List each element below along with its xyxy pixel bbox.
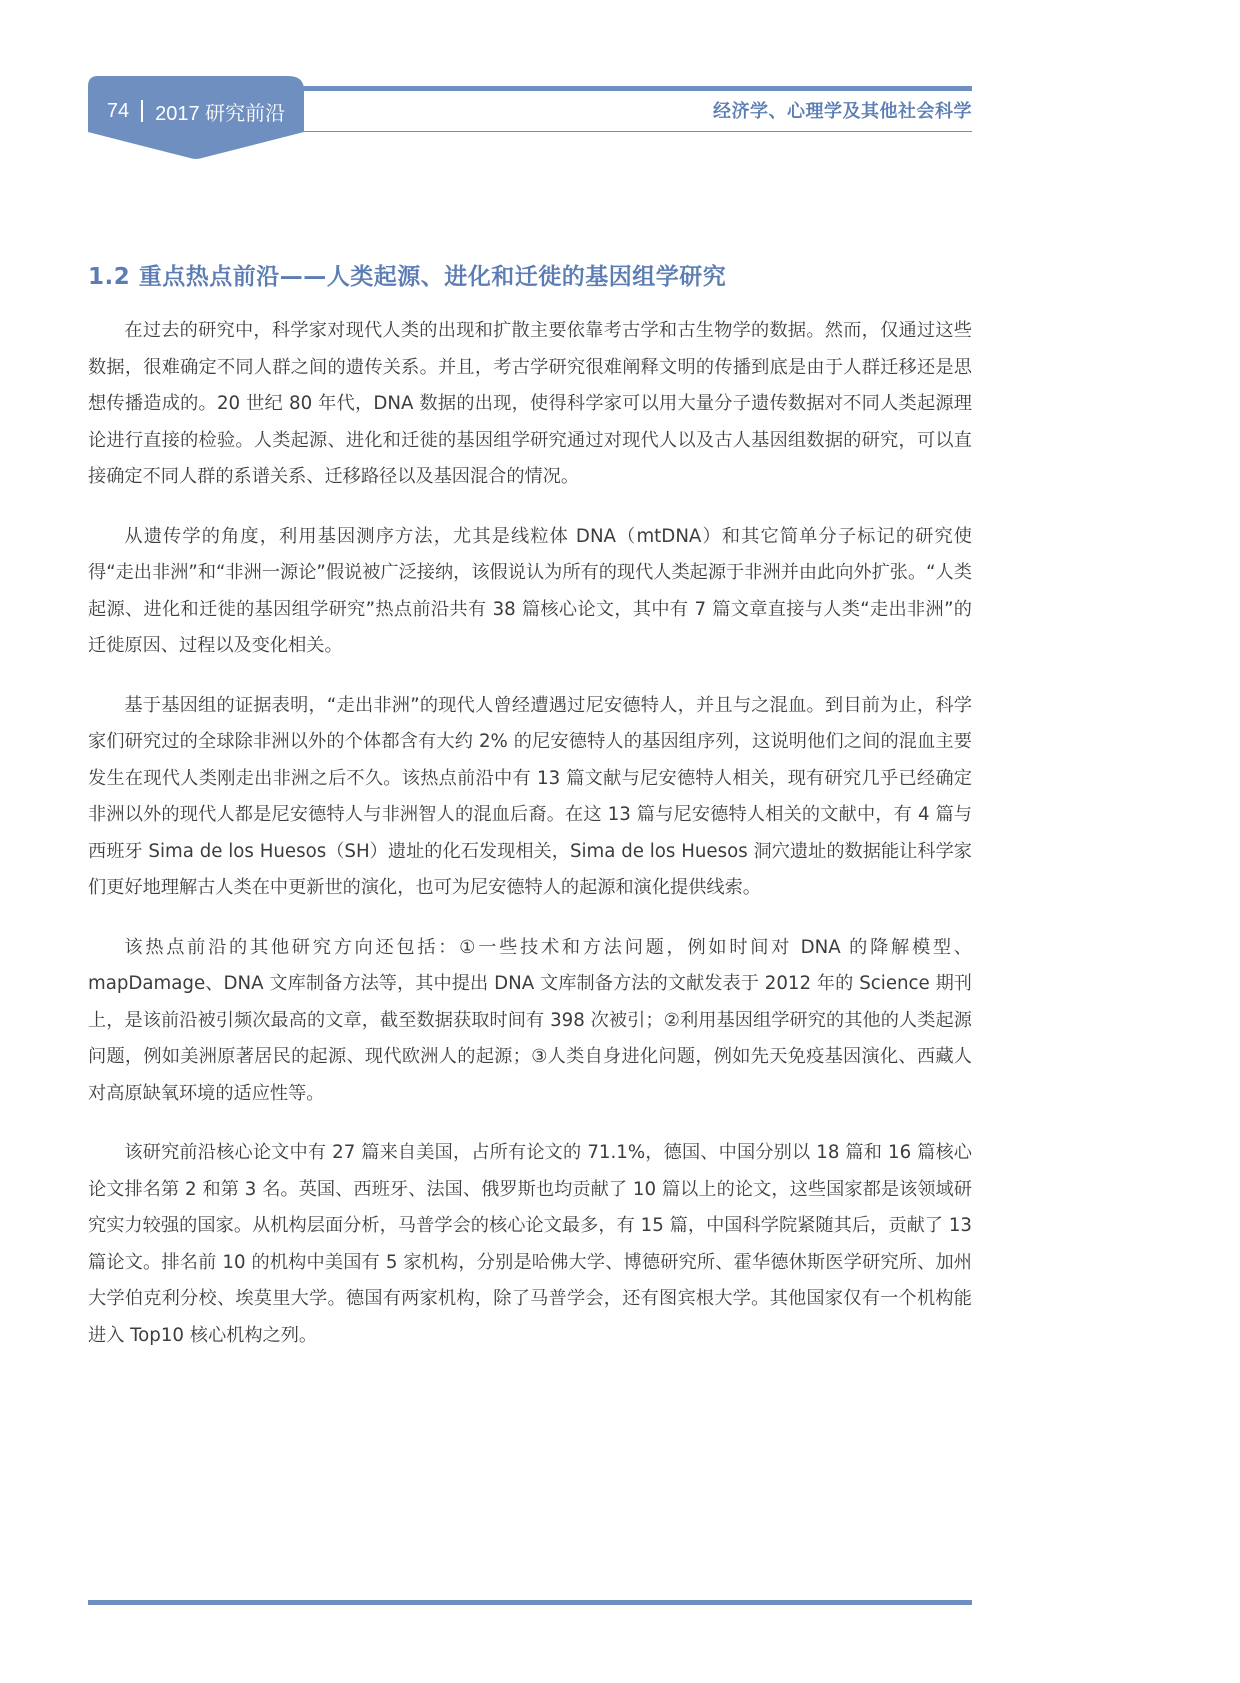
header-under-rule: [300, 131, 972, 132]
paragraph: 该研究前沿核心论文中有 27 篇来自美国，占所有论文的 71.1%，德国、中国分别以 18 篇和 16 篇核心论文排名第 2 和第 3 名。英国、西班牙、法国、俄罗斯也均贡献了 10 篇以上的论文，这些国家都是该领域研究实力较强的国家。从机构层面分析，马普学会的核心论文最多，有 15 篇，中国科学院紧随其后，贡献了 13 篇论文。排名前 10 的机构中美国有 5 家机构，分别是哈佛大学、博德研究所、霍华德休斯医学研究所、加州大学伯克利分校、埃莫里大学。德国有两家机构，除了马普学会，还有图宾根大学。其他国家仅有一个机构能进入 Top10 核心机构之列。: [88, 1142, 972, 1346]
header-separator: [141, 100, 143, 122]
paragraph: 从遗传学的角度，利用基因测序方法，尤其是线粒体 DNA（mtDNA）和其它简单分子标记的研究使得“走出非洲”和“非洲一源论”假说被广泛接纳，该假说认为所有的现代人类起源于非洲并由此向外扩张。“人类起源、进化和迁徙的基因组学研究”热点前沿共有 38 篇核心论文，其中有 7 篇文章直接与人类“走出非洲”的迁徙原因、过程以及变化相关。: [88, 525, 972, 656]
section-name: 经济学、心理学及其他社会科学: [713, 101, 972, 122]
footer-rule: [88, 1600, 972, 1605]
header-top-rule: [300, 86, 972, 91]
report-title: 2017 研究前沿: [155, 102, 286, 125]
article-body: [88, 258, 972, 1377]
paragraph: 该热点前沿的其他研究方向还包括：①一些技术和方法问题，例如时间对 DNA 的降解模型、mapDamage、DNA 文库制备方法等，其中提出 DNA 文库制备方法的文献发表于 2012 年的 Science 期刊上，是该前沿被引频次最高的文章，截至数据获取时间有 398 次被引；②利用基因组学研究的其他的人类起源问题，例如美洲原著居民的起源、现代欧洲人的起源；③人类自身进化问题，例如先天免疫基因演化、西藏人对高原缺氧环境的适应性等。: [88, 936, 972, 1104]
section-heading: 1.2 重点热点前沿——人类起源、进化和迁徙的基因组学研究: [88, 264, 727, 290]
paragraph: 在过去的研究中，科学家对现代人类的出现和扩散主要依靠考古学和古生物学的数据。然而，仅通过这些数据，很难确定不同人群之间的遗传关系。并且，考古学研究很难阐释文明的传播到底是由于人群迁移还是思想传播造成的。20 世纪 80 年代，DNA 数据的出现，使得科学家可以用大量分子遗传数据对不同人类起源理论进行直接的检验。人类起源、进化和迁徙的基因组学研究通过对现代人以及古人基因组数据的研究，可以直接确定不同人群的系谱关系、迁移路径以及基因混合的情况。: [88, 320, 972, 487]
paragraph: 基于基因组的证据表明，“走出非洲”的现代人曾经遭遇过尼安德特人，并且与之混血。到目前为止，科学家们研究过的全球除非洲以外的个体都含有大约 2% 的尼安德特人的基因组序列，这说明他们之间的混血主要发生在现代人类刚走出非洲之后不久。该热点前沿中有 13 篇文献与尼安德特人相关，现有研究几乎已经确定非洲以外的现代人都是尼安德特人与非洲智人的混血后裔。在这 13 篇与尼安德特人相关的文献中，有 4 篇与西班牙 Sima de los Huesos（SH）遗址的化石发现相关，Sima de los Huesos 洞穴遗址的数据能让科学家们更好地理解古人类在中更新世的演化，也可为尼安德特人的起源和演化提供线索。: [88, 694, 972, 898]
page-header-tab: [88, 76, 304, 168]
page-number: 74: [106, 99, 130, 122]
header-tab-text: [88, 96, 304, 126]
